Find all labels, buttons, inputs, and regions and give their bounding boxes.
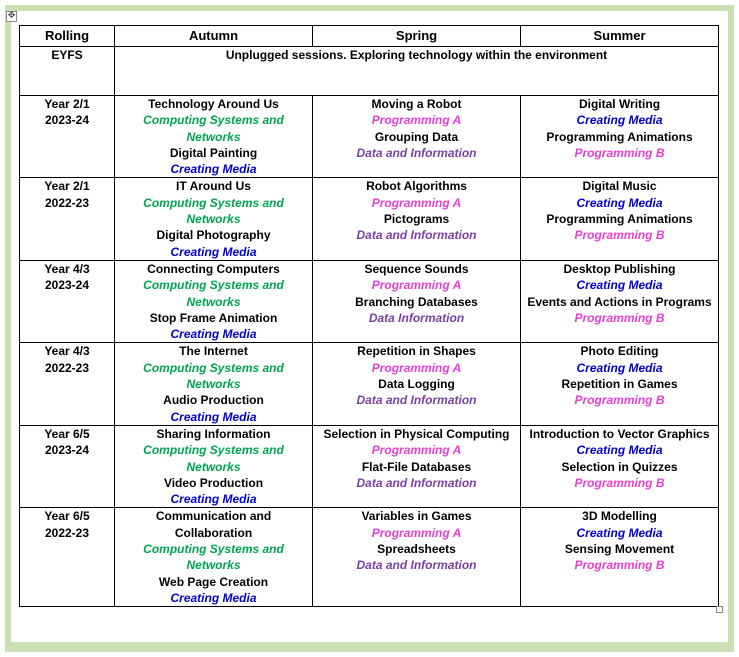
table-row	[20, 260, 719, 342]
strand-tag: Data and Information	[356, 558, 477, 573]
unit-title: Sequence Sounds	[364, 261, 469, 276]
spring-cell	[313, 343, 521, 425]
spring-cell	[313, 508, 521, 607]
unit-title: Programming Animations	[546, 212, 693, 227]
table-row	[20, 508, 719, 607]
table-row	[20, 425, 719, 507]
strand-tag: Programming A	[371, 113, 462, 128]
row-header	[20, 260, 115, 342]
strand-tag: Programming A	[371, 278, 462, 293]
unit-title: Repetition in Shapes	[357, 344, 476, 359]
autumn-cell	[115, 508, 313, 607]
unit-title: Events and Actions in Programs	[527, 294, 712, 309]
eyfs-label: EYFS	[20, 47, 115, 96]
unit-title: Repetition in Games	[561, 377, 678, 392]
row-header	[20, 343, 115, 425]
unit-title: Variables in Games	[361, 509, 472, 524]
unit-title: The Internet	[179, 344, 248, 359]
unit-title: Grouping Data	[374, 129, 459, 144]
year-label: Year 4/3	[44, 261, 90, 276]
unit-title: Flat-File Databases	[361, 459, 472, 474]
unit-title: Moving a Robot	[371, 97, 462, 111]
strand-tag: Programming B	[574, 475, 665, 490]
unit-title: Sharing Information	[156, 426, 271, 441]
header-summer: Summer	[521, 26, 719, 47]
spring-cell	[313, 96, 521, 178]
strand-tag: Creating Media	[576, 443, 663, 458]
row-header	[20, 508, 115, 607]
strand-tag: Computing Systems and Networks	[143, 542, 284, 573]
unit-title: Stop Frame Animation	[149, 310, 278, 325]
strand-tag: Computing Systems and Networks	[143, 443, 284, 474]
strand-tag: Data and Information	[356, 145, 477, 160]
unit-title: Technology Around Us	[148, 97, 279, 111]
autumn-cell	[115, 425, 313, 507]
strand-tag: Computing Systems and Networks	[143, 360, 284, 392]
header-rolling: Rolling	[20, 26, 115, 47]
strand-tag: Programming A	[371, 525, 462, 540]
header-row	[20, 26, 719, 47]
period-label: 2022-23	[44, 525, 90, 540]
spring-cell	[313, 425, 521, 507]
unit-title: Photo Editing	[580, 344, 659, 359]
strand-tag: Programming B	[574, 310, 665, 325]
year-label: Year 2/1	[44, 97, 90, 111]
strand-tag: Creating Media	[576, 195, 663, 210]
unit-title: Desktop Publishing	[563, 261, 676, 276]
unit-title: 3D Modelling	[582, 509, 657, 524]
unit-title: Audio Production	[163, 393, 264, 408]
unit-title: IT Around Us	[176, 179, 251, 194]
unit-title: Programming Animations	[546, 129, 693, 144]
period-label: 2023-24	[44, 443, 90, 458]
eyfs-note: Unplugged sessions. Exploring technology within the environment	[115, 47, 719, 96]
unit-title: Robot Algorithms	[366, 179, 467, 194]
strand-tag: Creating Media	[576, 113, 663, 128]
year-label: Year 6/5	[44, 426, 90, 441]
unit-title: Digital Painting	[169, 145, 258, 160]
year-label: Year 4/3	[44, 344, 90, 359]
row-header	[20, 96, 115, 178]
spring-cell	[313, 178, 521, 260]
strand-tag: Computing Systems and Networks	[143, 113, 284, 144]
unit-title: Selection in Quizzes	[561, 459, 678, 474]
header-autumn: Autumn	[115, 26, 313, 47]
strand-tag: Data and Information	[356, 393, 477, 408]
unit-title: Digital Music	[582, 179, 657, 194]
period-label: 2022-23	[44, 195, 90, 210]
summer-cell	[521, 96, 719, 178]
strand-tag: Data and Information	[356, 228, 477, 243]
unit-title: Data Logging	[378, 377, 455, 392]
strand-tag: Programming B	[574, 558, 665, 573]
strand-tag: Computing Systems and Networks	[143, 195, 284, 227]
strand-tag: Data and Information	[356, 475, 477, 490]
autumn-cell	[115, 178, 313, 260]
unit-title: Digital Writing	[578, 97, 661, 111]
table-move-handle-icon[interactable]: ✥	[7, 11, 16, 21]
autumn-cell	[115, 343, 313, 425]
summer-cell	[521, 178, 719, 260]
summer-cell	[521, 508, 719, 607]
strand-tag: Programming B	[574, 145, 665, 160]
strand-tag: Creating Media	[170, 409, 257, 424]
summer-cell	[521, 425, 719, 507]
unit-title: Sensing Movement	[564, 542, 675, 557]
unit-title: Communication and Collaboration	[155, 509, 272, 540]
spring-cell	[313, 260, 521, 342]
strand-tag: Creating Media	[576, 525, 663, 540]
table-resize-handle-icon[interactable]	[716, 606, 723, 613]
strand-tag: Creating Media	[170, 492, 257, 507]
unit-title: Spreadsheets	[377, 542, 456, 557]
strand-tag: Creating Media	[170, 244, 257, 259]
unit-title: Pictograms	[383, 212, 450, 227]
strand-tag: Programming A	[371, 195, 462, 210]
summer-cell	[521, 260, 719, 342]
year-label: Year 6/5	[44, 509, 90, 524]
strand-tag: Programming B	[574, 393, 665, 408]
period-label: 2023-24	[44, 113, 90, 128]
strand-tag: Creating Media	[170, 162, 257, 177]
unit-title: Video Production	[163, 475, 264, 490]
table-row	[20, 178, 719, 260]
row-header	[20, 178, 115, 260]
year-label: Year 2/1	[44, 179, 90, 194]
strand-tag: Programming B	[574, 228, 665, 243]
unit-title: Web Page Creation	[158, 574, 269, 589]
unit-title: Branching Databases	[355, 294, 478, 309]
computing-curriculum-table	[19, 25, 719, 607]
strand-tag: Creating Media	[170, 327, 257, 342]
table-row	[20, 343, 719, 425]
unit-title: Digital Photography	[156, 228, 271, 243]
eyfs-row	[20, 47, 719, 96]
period-label: 2023-24	[44, 278, 90, 293]
header-spring: Spring	[313, 26, 521, 47]
strand-tag: Creating Media	[170, 590, 257, 605]
unit-title: Connecting Computers	[147, 261, 280, 276]
strand-tag: Data Information	[368, 310, 465, 325]
summer-cell	[521, 343, 719, 425]
period-label: 2022-23	[44, 360, 90, 375]
autumn-cell	[115, 96, 313, 178]
strand-tag: Computing Systems and Networks	[143, 278, 284, 309]
table-row	[20, 96, 719, 178]
unit-title: Introduction to Vector Graphics	[529, 426, 710, 441]
strand-tag: Creating Media	[576, 360, 663, 375]
row-header	[20, 425, 115, 507]
autumn-cell	[115, 260, 313, 342]
strand-tag: Creating Media	[576, 278, 663, 293]
strand-tag: Programming A	[371, 443, 462, 458]
strand-tag: Programming A	[371, 360, 462, 375]
unit-title: Selection in Physical Computing	[323, 426, 510, 441]
